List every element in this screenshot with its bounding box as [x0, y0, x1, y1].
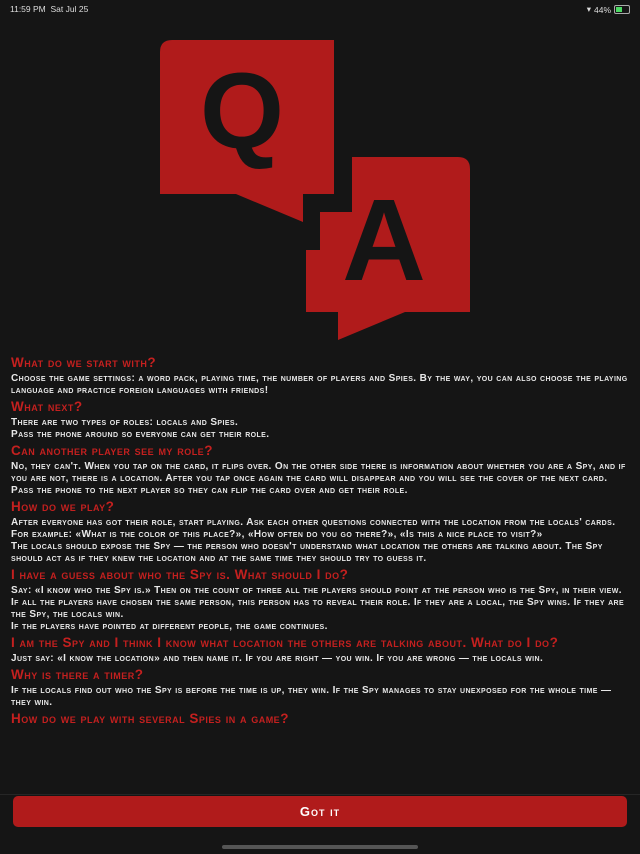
faq-answer: No, they can't. When you tap on the card, it flips over. On the other side there is information about whether you are a Spy, and if you are not, there is a location. After you tap once again the card will disappear and you will see the cover of the next card. Pass the phone to the next player so they can flip the card over and get their role. — [11, 461, 626, 496]
faq-answer: Say: «I know who the Spy is.» Then on the count of three all the players should point at the person who is the Spy, in their view. If all the players have chosen the same person, this person has to reveal their role. If they are a local, the Spy wins. If they are the Spy, the locals win. If the players have pointed at different people, the game continues. — [11, 585, 625, 632]
faq-item — [11, 400, 632, 441]
faq-item — [11, 356, 632, 397]
status-time: 11:59 PM — [10, 4, 46, 14]
faq-answer: Choose the game settings: a word pack, playing time, the number of players and Spies. By the way, you can also choose the playing language and practice foreign languages with friends! — [11, 373, 628, 396]
faq-list[interactable] — [11, 356, 632, 794]
faq-item — [11, 712, 632, 726]
qa-logo — [0, 0, 640, 356]
faq-question: How do we play with several Spies in a game? — [11, 711, 289, 726]
faq-item — [11, 668, 632, 709]
divider — [0, 794, 640, 795]
home-indicator[interactable] — [222, 845, 418, 849]
battery-percent: 44% — [593, 4, 611, 15]
wifi-icon: ▾ — [586, 4, 591, 14]
a-letter: A — [342, 175, 426, 305]
q-letter: Q — [199, 50, 285, 171]
faq-question: How do we play? — [11, 499, 115, 514]
faq-item — [11, 444, 632, 497]
faq-question: What do we start with? — [11, 356, 157, 370]
faq-question: I am the Spy and I think I know what location the others are talking about. What do I do? — [11, 635, 559, 650]
faq-question: Why is there a timer? — [11, 667, 144, 682]
faq-answer: After everyone has got their role, start playing. Ask each other questions connected with the location from the locals' cards. For example: «What is the color of this place?», «How often do you go there?», «Is this a nice place to visit?» The locals should expose the Spy — the person who doesn't understand what location the others are talking about. The Spy should act as if they knew the location and at the same time they should try to guess it. — [11, 517, 616, 564]
status-date: Sat Jul 25 — [50, 4, 89, 14]
got-it-button[interactable]: Got it — [13, 796, 627, 827]
faq-answer: Just say: «I know the location» and then name it. If you are right — you win. If you are wrong — the locals win. — [11, 653, 544, 664]
faq-item — [11, 636, 632, 665]
faq-question: What next? — [11, 399, 83, 414]
faq-answer: If the locals find out who the Spy is before the time is up, they win. If the Spy manages to stay unexposed for the whole time — they win. — [11, 685, 612, 708]
faq-question: I have a guess about who the Spy is. What should I do? — [11, 567, 349, 582]
faq-item — [11, 568, 632, 633]
faq-answer: There are two types of roles: locals and Spies. Pass the phone around so everyone can get their role. — [11, 417, 270, 440]
faq-question: Can another player see my role? — [11, 443, 213, 458]
faq-item — [11, 500, 632, 565]
